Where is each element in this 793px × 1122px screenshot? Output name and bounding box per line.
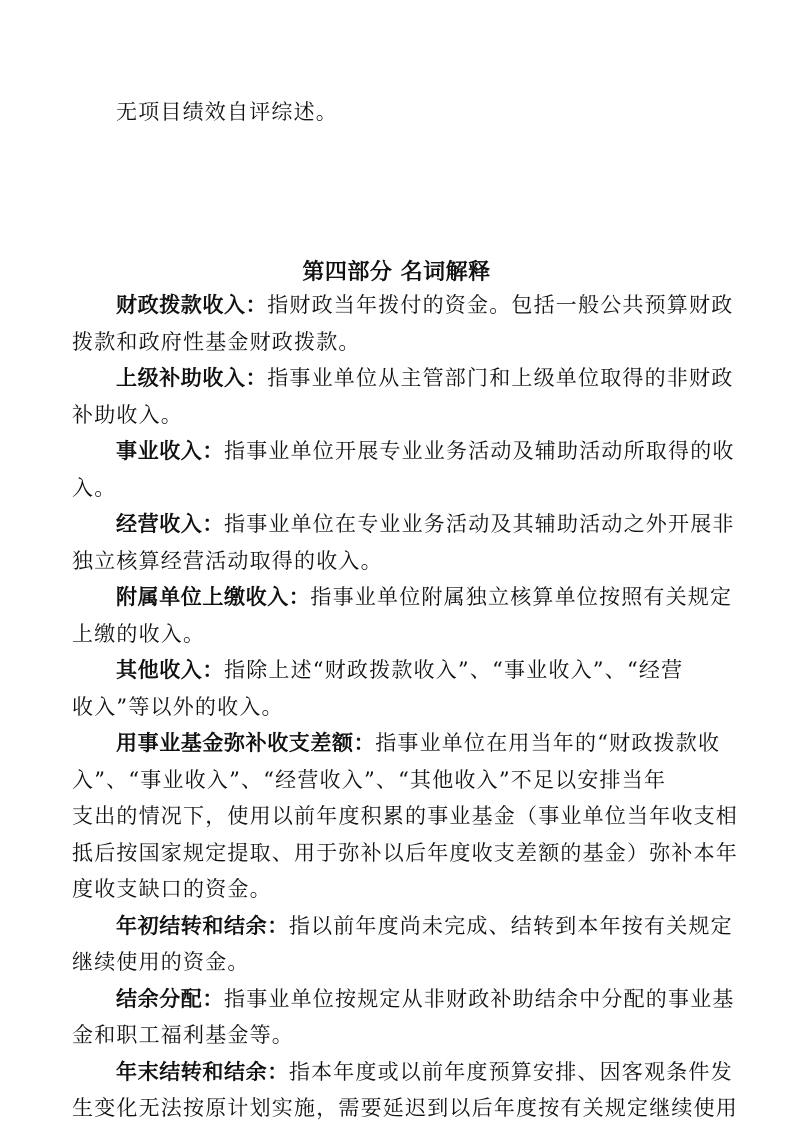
term-label: 上级补助收入： bbox=[116, 366, 268, 390]
definition-entry bbox=[116, 511, 735, 537]
definition-text: 指以前年度尚未完成、结转到本年按有关规定 bbox=[288, 914, 733, 938]
definition-text: 入”、“事业收入”、“经营收入”、“其他收入”不足以安排当年 bbox=[72, 768, 667, 792]
definition-text: 入。 bbox=[72, 476, 117, 500]
definition-text: 指事业单位在用当年的“财政拨款收 bbox=[375, 731, 721, 755]
term-label: 结余分配： bbox=[116, 987, 224, 1011]
definition-text: 拨款和政府性基金财政拨款。 bbox=[72, 330, 361, 354]
term-label: 其他收入： bbox=[116, 658, 224, 682]
term-label: 事业收入： bbox=[116, 439, 224, 463]
definition-entry bbox=[116, 365, 733, 391]
definition-entry bbox=[116, 292, 733, 318]
definition-text: 指财政当年拨付的资金。包括一般公共预算财政 bbox=[267, 293, 734, 317]
definition-text: 指事业单位从主管部门和上级单位取得的非财政 bbox=[267, 366, 734, 390]
term-label: 用事业基金弥补收支差额： bbox=[116, 731, 376, 755]
definition-text: 独立核算经营活动取得的收入。 bbox=[72, 549, 383, 573]
definition-text: 指事业单位按规定从非财政补助结余中分配的事业基 bbox=[224, 987, 735, 1011]
definition-text: 指事业单位附属独立核算单位按照有关规定 bbox=[310, 585, 733, 609]
definition-text: 金和职工福利基金等。 bbox=[72, 1023, 294, 1047]
definition-entry bbox=[116, 438, 735, 464]
definition-entry bbox=[116, 584, 732, 610]
definition-text: 继续使用的资金。 bbox=[72, 950, 250, 974]
definition-text: 支出的情况下，使用以前年度积累的事业基金（事业单位当年收支相 bbox=[72, 804, 738, 828]
term-label: 财政拨款收入： bbox=[116, 293, 268, 317]
definition-text: 补助收入。 bbox=[72, 403, 183, 427]
definition-text: 指除上述“财政拨款收入”、“事业收入”、“经营 bbox=[224, 658, 684, 682]
definition-text: 生变化无法按原计划实施，需要延迟到以后年度按有关规定继续使用 bbox=[72, 1096, 738, 1120]
section-title: 第四部分 名词解释 bbox=[302, 260, 491, 285]
definition-text: 上缴的收入。 bbox=[72, 622, 206, 646]
definition-text: 指事业单位开展专业业务活动及辅助活动所取得的收 bbox=[224, 439, 735, 463]
definition-text: 收入”等以外的收入。 bbox=[72, 695, 284, 719]
term-label: 年末结转和结余： bbox=[116, 1060, 289, 1084]
intro-paragraph: 无项目绩效自评综述。 bbox=[116, 100, 338, 124]
definition-text: 指事业单位在专业业务活动及其辅助活动之外开展非 bbox=[224, 512, 735, 536]
definition-entry bbox=[116, 913, 733, 939]
definition-entry bbox=[116, 657, 683, 683]
definition-text: 抵后按国家规定提取、用于弥补以后年度收支差额的基金）弥补本年 bbox=[72, 841, 738, 865]
term-label: 附属单位上缴收入： bbox=[116, 585, 311, 609]
term-label: 年初结转和结余： bbox=[116, 914, 289, 938]
definition-text: 指本年度或以前年度预算安排、因客观条件发 bbox=[288, 1060, 733, 1084]
definition-text: 度收支缺口的资金。 bbox=[72, 877, 272, 901]
definition-entry bbox=[116, 986, 735, 1012]
term-label: 经营收入： bbox=[116, 512, 224, 536]
definition-entry bbox=[116, 730, 720, 756]
definition-entry bbox=[116, 1059, 733, 1085]
